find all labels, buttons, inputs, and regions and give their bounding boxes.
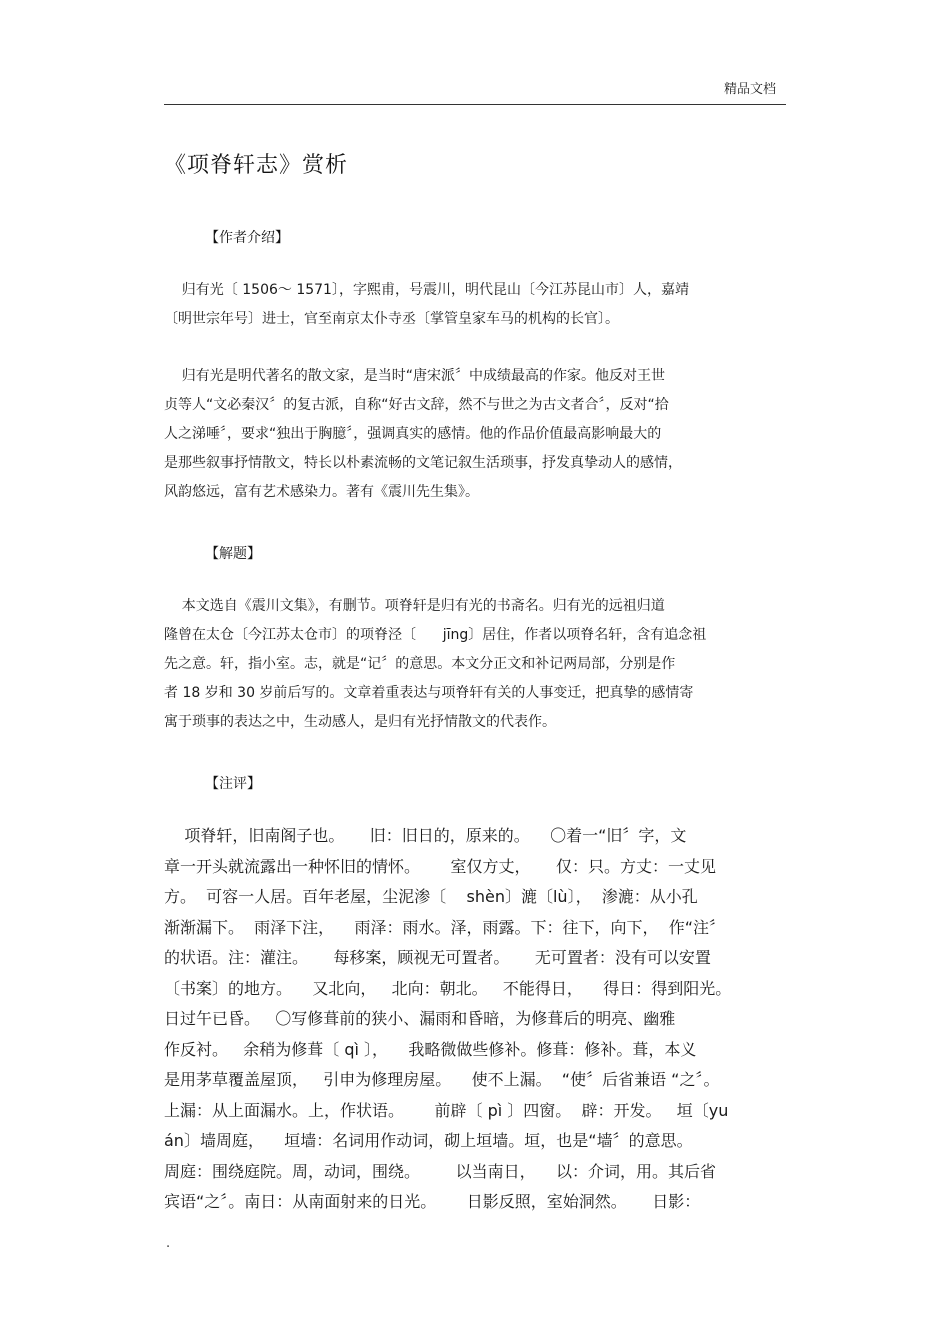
text-line: 贞等人“文必秦汉〞的复古派，自称“好古文辞，然不与世之为古文者合〞，反对“拾 (164, 397, 669, 413)
text-line: án〕墙周庭， 垣墙：名词用作动词，砌上垣墙。垣，也是“墙〞的意思。 (164, 1131, 693, 1150)
paragraph-zhuping (164, 821, 731, 1218)
text-line: 者 18 岁和 30 岁前后写的。文章着重表达与项脊轩有关的人事变迁，把真挚的感情寄 (164, 685, 694, 701)
text-line: 作反衬。 余稍为修葺〔 qì 〕， 我略微做些修补。修葺：修补。葺，本义 (164, 1039, 697, 1059)
paragraph-author-intro (164, 276, 689, 334)
text-line: 渐渐漏下。 雨泽下注， 雨泽：雨水。泽，雨露。下：往下，向下， 作“注〞 (164, 917, 725, 937)
section-heading-jieti: 【解题】 (205, 546, 261, 562)
section-heading-zhuping: 【注评】 (205, 776, 261, 792)
text-line: 本文选自《震川文集》，有删节。项脊轩是归有光的书斋名。归有光的远祖归道 (164, 598, 665, 614)
text-line: 风韵悠远，富有艺术感染力。著有《震川先生集》。 (164, 484, 479, 500)
text-line: 的状语。注：灌注。 每移案，顾视无可置者。 无可置者：没有可以安置 (164, 948, 711, 967)
paragraph-jieti (164, 592, 706, 737)
text-line: 是那些叙事抒情散文，特长以朴素流畅的文笔记叙生活琐事，抒发真挚动人的感情， (164, 455, 682, 471)
text-line: 归有光〔 1506～ 1571〕，字熙甫，号震川，明代昆山〔今江苏昆山市〕人，嘉靖 (164, 282, 689, 298)
text-line: 宾语“之〞。南日：从南面射来的日光。 日影反照，室始洞然。 日影： (164, 1192, 701, 1211)
page-title: 《项脊轩志》赏析 (164, 153, 349, 178)
header-label: 精品文档 (723, 82, 776, 97)
text-line: 人之涕唾〞，要求“独出于胸臆〞，强调真实的感情。他的作品价值最高影响最大的 (164, 426, 662, 442)
text-line: 上漏：从上面漏水。上，作状语。 前辟〔 pì 〕四窗。 辟：开发。 垣〔yu (164, 1100, 729, 1120)
text-line: 方。 可容一人居。百年老屋，尘泥渗〔 shèn〕漉〔lù〕， 渗漉：从小孔 (164, 887, 698, 906)
text-line: 隆曾在太仓〔今江苏太仓市〕的项脊泾〔 jīng〕居住，作者以项脊名轩，含有追念祖 (164, 627, 707, 643)
text-line: 先之意。轩，指小室。志，就是“记〞的意思。本文分正文和补记两局部，分别是作 (164, 656, 676, 672)
section-heading-author: 【作者介绍】 (205, 230, 289, 246)
footer-mark: . (166, 1236, 171, 1251)
text-line: 章一开头就流露出一种怀旧的情怀。 室仅方丈， 仅：只。方丈：一丈见 (164, 856, 716, 876)
header-rule (164, 104, 786, 105)
text-line: 是用茅草覆盖屋顶， 引申为修理房屋。 使不上漏。 “使〞后省兼语 “之〞。 (164, 1070, 720, 1089)
text-line: 归有光是明代著名的散文家，是当时“唐宋派〞中成绩最高的作家。他反对王世 (164, 368, 666, 384)
paragraph-author-works (164, 362, 682, 507)
text-line: 〔书案〕的地方。 又北向， 北向：朝北。 不能得日， 得日：得到阳光。 (164, 978, 732, 998)
text-line: 项脊轩，旧南阁子也。 旧：旧日的，原来的。 〇着一“旧〞字，文 (164, 826, 687, 845)
text-line: 日过午已昏。 〇写修葺前的狭小、漏雨和昏暗，为修葺后的明亮、幽雅 (164, 1009, 676, 1028)
text-line: 寓于琐事的表达之中，生动感人，是归有光抒情散文的代表作。 (164, 714, 556, 730)
text-line: 周庭：围绕庭院。周，动词，围绕。 以当南日， 以：介词，用。其后省 (164, 1161, 716, 1181)
text-line: 〔明世宗年号〕进士，官至南京太仆寺丞〔掌管皇家车马的机构的长官〕。 (164, 311, 619, 327)
